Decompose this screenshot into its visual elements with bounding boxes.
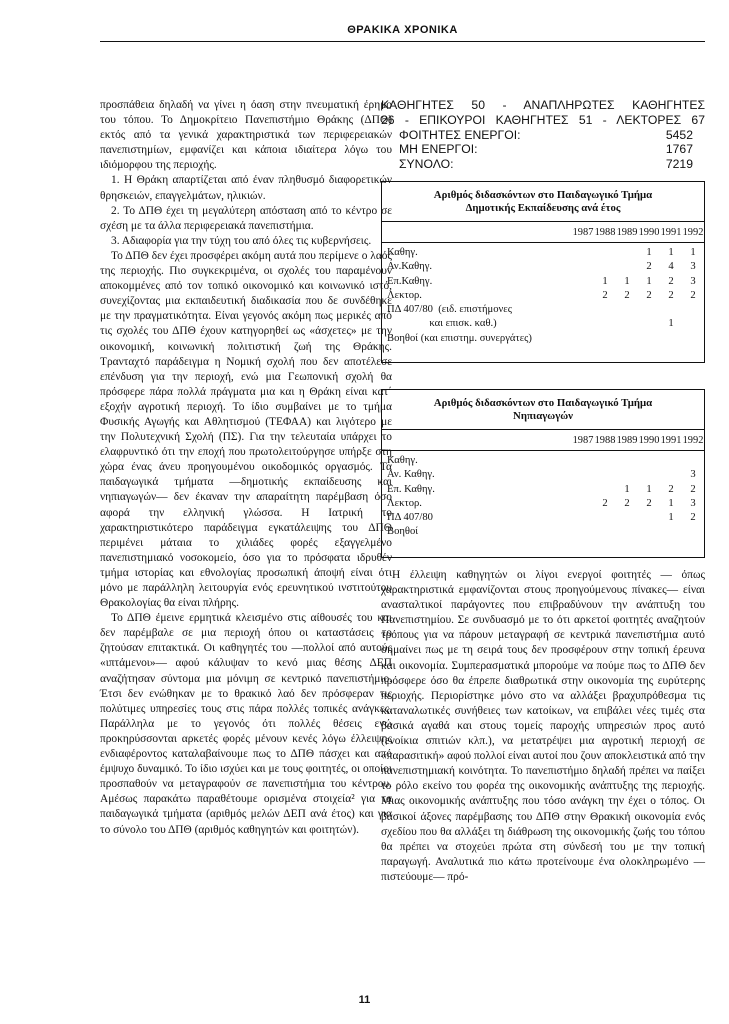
table-cell: 4 — [668, 261, 674, 273]
paragraph: προσπάθεια δηλαδή να γίνει η όαση στην πνευματική έρημο του τόπου. Το Δημοκρίτειο Πανεπιστήμιο Θράκης (ΔΠΘ) εκτός από τα γενικά χαρακτηριστικά των περιφερειακών πανεπιστημίων, εμφανίζει και κάποια ιδιαίτερα λόγω του ιδιόμορφου της περιοχής. — [100, 99, 392, 172]
table-cell — [616, 468, 638, 482]
table-cell — [660, 303, 682, 317]
row-label: Καθηγ. — [387, 247, 418, 258]
right-column — [381, 568, 705, 885]
table-row — [382, 317, 704, 331]
table-title-line-1: Αριθμός διδασκόντων στο Παιδαγωγικό Τμήμα — [433, 189, 653, 201]
table-cell — [660, 468, 682, 482]
count-value: 1767 — [665, 142, 693, 157]
faculty-line-1: ΚΑΘΗΓΗΤΕΣ 50 - ΑΝΑΠΛΗΡΩΤΕΣ ΚΑΘΗΓΗΤΕΣ — [381, 98, 705, 112]
table-title — [382, 390, 704, 430]
row-label: και επισκ. καθ.) — [387, 318, 497, 330]
table-cell — [660, 525, 682, 539]
table-cell: 1 — [624, 275, 630, 287]
table-cell — [594, 483, 616, 497]
table-cell — [572, 483, 594, 497]
table-cell — [572, 303, 594, 317]
table-year-header — [382, 430, 704, 451]
table-cell — [638, 454, 660, 468]
count-row — [381, 157, 705, 172]
table-cell: 2 — [602, 497, 608, 509]
table-cell: 3 — [690, 469, 696, 481]
table-cell: 1 — [668, 247, 674, 258]
row-label: Επ.Καθηγ. — [387, 275, 433, 287]
year-header-cell: 1989 — [616, 435, 638, 446]
table-cell — [572, 468, 594, 482]
table-cell — [594, 303, 616, 317]
row-label: ΠΔ 407/80 (ειδ. επιστήμονες — [387, 304, 512, 316]
table-cell — [638, 468, 660, 482]
table-cell: 2 — [646, 261, 652, 273]
table-cell — [594, 454, 616, 468]
year-header-cell: 1988 — [594, 435, 616, 446]
count-label: ΜΗ ΕΝΕΡΓΟΙ: — [399, 142, 478, 157]
table-cell: 2 — [690, 289, 696, 301]
table-cell — [682, 317, 704, 331]
table-cell — [616, 317, 638, 331]
row-label: Αν.Καθηγ. — [387, 261, 433, 273]
table-cell — [616, 332, 638, 346]
year-header-cell: 1987 — [572, 435, 594, 446]
year-header-cell: 1987 — [572, 227, 594, 238]
count-row — [381, 142, 705, 157]
row-label: Βοηθοί — [387, 526, 419, 538]
table-cell — [594, 525, 616, 539]
table-cell — [594, 260, 616, 274]
table-cell: 2 — [646, 289, 652, 301]
table-cell: 2 — [690, 483, 696, 495]
table-cell: 2 — [668, 483, 674, 495]
table-row — [382, 303, 704, 317]
table-cell — [660, 454, 682, 468]
table-cell — [594, 332, 616, 346]
table-cell: 2 — [690, 512, 696, 524]
paragraph: 1. Η Θράκη απαρτίζεται από έναν πληθυσμό διαφορετικών θρησκειών, επαγγελμάτων, ηλικιών. — [100, 174, 392, 202]
table-cell — [638, 525, 660, 539]
paragraph: 2. Το ΔΠΘ έχει τη μεγαλύτερη απόσταση από το κέντρο σε σχέση με τα άλλα περιφερειακά πανεπιστήμια. — [100, 204, 392, 232]
table-cell: 1 — [668, 497, 674, 509]
table-cell — [572, 525, 594, 539]
table-row — [382, 497, 704, 511]
table-cell: 1 — [668, 512, 674, 524]
table-title-line-2: Δημοτικής Εκπαίδευσης ανά έτος — [465, 202, 621, 214]
table-row — [382, 454, 704, 468]
table-cell — [660, 332, 682, 346]
row-label: ΠΔ 407/80 — [387, 512, 433, 524]
year-header-cell: 1991 — [660, 227, 682, 238]
table-row — [382, 511, 704, 525]
table-row — [382, 246, 704, 260]
table-cell: 2 — [668, 275, 674, 287]
table-cell: 2 — [646, 497, 652, 509]
table-row — [382, 332, 704, 346]
row-label: Λεκτορ. — [387, 497, 422, 509]
paragraph: Η έλλειψη καθηγητών οι λίγοι ενεργοί φοιτητές — όπως χαρακτηριστικά εμφανίζονται στους προηγούμενους πίνακες— είναι ανασταλτικοί παράγοντες που επιβραδύνουν την ανάπτυξη του Πανεπιστημίου. Σε συνδυασμό με το ότι αρκετοί φοιτητές αναζητούν τρόπους για να πάρουν μεταγραφή σε κεντρικά πανεπιστήμια αυτό σημαίνει πως με τη σειρά τους δεν προσφέρουν στην τοπική έρευνα και οικονομία. Συμπερασματικά μπορούμε να πούμε πως το ΔΠΘ δεν πρόσφερε όσο θα έπρεπε διαθρωτικά στην οικονομία της ευρύτερης περιοχής. Περιορίστηκε μόνο στο να αλλάξει βραχυπρόθεσμα τις καταναλωτικές συνήθειες των κατοίκων, να επιβάλει νέες τιμές στα βασικά αγαθά και στους τομείς παροχής υπηρεσιών προς αυτό (ενοίκια σπιτιών κλπ.), να μετατρέψει μια αγροτική περιοχή σε «παρασιτική» αφού πολλοί είναι αυτοί που ζουν αποκλειστικά από την πανεπιστημιακή κοινότητα. Το πανεπιστήμιο δηλαδή πρέπει να παίξει το ρόλο εκείνο του φορέα της οικονομικής ανάπτυξης της περιοχής. Μιας οικονομικής ανάπτυξης που τόσο ανάγκη την έχει ο τόπος. Οι βασικοί άξονες παρέμβασης του ΔΠΘ στην Θρακική οικονομία ενός σχεδίου που θα αλλάξει τη διάθρωση της οικονομικής ζωής του τόπου θα πρέπει να στοχεύει πρώτα στη σύνδεσή του με την τοπική παραγωγή. Αναλυτικά πιο κάτω προτείνουμε ένα ολοκληρωμένο —πιστεύουμε— πρό- — [381, 569, 705, 883]
year-header-cell: 1992 — [682, 227, 704, 238]
table-cell: 2 — [624, 497, 630, 509]
table-cell: 1 — [646, 483, 652, 495]
table-row — [382, 289, 704, 303]
row-label: Καθηγ. — [387, 455, 418, 466]
table-year-header — [382, 222, 704, 243]
row-label: Βοηθοί (και επιστημ. συνεργάτες) — [387, 332, 532, 344]
table-body — [382, 243, 704, 346]
table-cell — [594, 246, 616, 260]
year-header-cell: 1990 — [638, 227, 660, 238]
table-cell — [594, 317, 616, 331]
paragraph: Το ΔΠΘ δεν έχει προσφέρει ακόμη αυτά που περίμενε ο λαός της περιοχής. Πιο συγκεκριμένα, οι σχολές του παραμένουν αποκομμένες από τον τοπικό οικονομικό και κοινωνικό ιστό, συνεχίζοντας μια εκπαιδευτική διαδικασία που δε συνδέθηκε με την πραγματικότητα. Είναι γεγονός ακόμη πως μερικές από τις σχολές του ΔΠΘ έχουν κατηγορηθεί ως «άσχετες» με την οικονομική, κοινωνική πολιτιστική ζωή της Θράκης. Τρανταχτό παράδειγμα η Νομική σχολή που δεν αποτέλεσε επένδυση για την περιοχή, ενώ μια Γεωπονική σχολή θα πρόσφερε πάρα πολλά πράγματα μια και η Θράκη είναι κατ΄ εξοχήν αγροτική περιοχή. Το ίδιο συμβαίνει με το τμήμα Φυσικής Αγωγής και Αθλητισμού (ΤΕΦΑΑ) και λιγότερο με την Πολυτεχνική Σχολή (ΠΣ). Για την τελευταία υπάρχει το ελαφρυντικό ότι την εποχή που πρωτολειτούργησε υπήρξε στη χώρα ένας άνευ προηγουμένου οικοδομικός οργασμός. Τα παιδαγωγικά τμήματα —δημοτικής εκπαίδευσης και νηπιαγωγών— δεν έκαναν την απαραίτητη παρέμβαση όσο αφορά την ελληνική γλώσσα. Η Ιατρική το χαρακτηριστικότερο παράδειγμα εγκατάλειψης του ΔΠΘ περιμένει μάταια το χιλιάδες φορές εξαγγελμένο πανεπιστημιακό νοσοκομείο, όσο για το πρόσφατα ιδρυθέν τμήμα ιστορίας και εθνολογίας προσωπική άποψή είναι ότι μόνο με παράλληλη λειτουργία ενός ερευνητικού ινστιτούτου Θρακολογίας θα είναι πλήρης. — [100, 249, 392, 610]
table-cell: 1 — [602, 275, 608, 287]
table-cell — [616, 511, 638, 525]
table-cell — [638, 511, 660, 525]
table-cell — [572, 454, 594, 468]
table-cell: 1 — [668, 318, 674, 330]
table-row — [382, 483, 704, 497]
table-cell: 1 — [646, 247, 652, 258]
table-cell — [638, 303, 660, 317]
table-cell — [682, 525, 704, 539]
running-header: ΘΡΑΚΙΚΑ ΧΡΟΝΙΚΑ — [347, 24, 458, 36]
student-counts — [381, 128, 705, 172]
header-rule — [100, 41, 705, 42]
table-cell — [638, 332, 660, 346]
table-cell — [616, 260, 638, 274]
count-value: 5452 — [665, 127, 693, 142]
table-cell: 1 — [690, 247, 696, 258]
table-cell: 2 — [668, 289, 674, 301]
row-label: Επ. Καθηγ. — [387, 483, 435, 495]
table-row — [382, 260, 704, 274]
table-cell — [594, 511, 616, 525]
year-header-cell: 1990 — [638, 435, 660, 446]
table-cell — [616, 525, 638, 539]
row-label: Αν. Καθηγ. — [387, 469, 435, 481]
table-preschool-education — [381, 389, 705, 558]
year-header-cell: 1991 — [660, 435, 682, 446]
table-cell — [682, 454, 704, 468]
table-cell: 3 — [690, 497, 696, 509]
page-number: 11 — [358, 994, 371, 1006]
count-value: 7219 — [665, 157, 693, 172]
table-cell: 3 — [690, 261, 696, 273]
table-cell — [572, 511, 594, 525]
table-title-line-2: Νηπιαγωγών — [513, 410, 573, 422]
year-header-cell: 1988 — [594, 227, 616, 238]
table-cell — [594, 468, 616, 482]
year-header-cell: 1989 — [616, 227, 638, 238]
table-cell: 2 — [624, 289, 630, 301]
table-cell — [638, 317, 660, 331]
statistics-block — [381, 98, 705, 172]
table-row — [382, 525, 704, 539]
faculty-line-2: 26 - ΕΠΙΚΟΥΡΟΙ ΚΑΘΗΓΗΤΕΣ 51 - ΛΕΚΤΟΡΕΣ 67 — [381, 112, 705, 127]
table-cell: 3 — [690, 275, 696, 287]
table-body — [382, 451, 704, 540]
table-row — [382, 275, 704, 289]
table-cell — [616, 246, 638, 260]
count-label: ΣΥΝΟΛΟ: — [399, 157, 454, 172]
table-primary-education — [381, 181, 705, 363]
table-cell — [572, 332, 594, 346]
left-column — [100, 98, 392, 838]
count-row — [381, 128, 705, 143]
paragraph: 3. Αδιαφορία για την τύχη του από όλες τις κυβερνήσεις. — [111, 234, 372, 247]
table-cell — [572, 289, 594, 303]
table-cell — [682, 332, 704, 346]
table-cell: 1 — [624, 483, 630, 495]
table-cell: 2 — [602, 289, 608, 301]
table-cell — [572, 260, 594, 274]
table-title-line-1: Αριθμός διδασκόντων στο Παιδαγωγικό Τμήμα — [433, 397, 653, 409]
table-title — [382, 182, 704, 222]
row-label: Λεκτορ. — [387, 289, 422, 301]
table-cell — [572, 317, 594, 331]
table-cell — [572, 497, 594, 511]
table-cell: 1 — [646, 275, 652, 287]
year-header-cell: 1992 — [682, 435, 704, 446]
paragraph: Το ΔΠΘ έμεινε ερμητικά κλεισμένο στις αίθουσές του και δεν παρέμβαλε σε μια περιοχή όπου οι καταστάσεις το ζητούσαν επιτακτικά. Οι καθηγητές του —πολλοί από αυτούς «ιπτάμενοι»— αφού κάλυψαν το κενό μιας θέσης ΔΕΠ αναζήτησαν σύντομα μια μόνιμη σε κεντρικό πανεπιστήμιο. Έτσι δεν ενώθηκαν με το θρακικό λαό δεν πρόσφεραν τις πολύτιμες υπηρεσίες τους στις πάρα πολλές τοπικές ανάγκες. Παράλληλα με το γεγονός ότι πολλές θέσεις ενώ προκηρύσσονται αρκετές φορές μένουν κενές λόγω έλλειψης ενδιαφέροντος καταλαβαίνουμε πως το ΔΠΘ πάσχει και από έμψυχο δυναμικό. Το ίδιο ισχύει και με τους φοιτητές, οι οποίοι προσπαθούν να μεταγραφούν σε πανεπιστήμια του κέντρου. Αμέσως παρακάτω παραθέτουμε ορισμένα στοιχεία² για τα παιδαγωγικά τμήματα (αριθμός μελών ΔΕΠ ανά έτος) και για το σύνολο του ΔΠΘ (αριθμός καθηγητών και φοιτητών). — [100, 612, 392, 836]
table-cell — [616, 303, 638, 317]
table-cell — [682, 303, 704, 317]
table-cell — [616, 454, 638, 468]
table-cell — [572, 246, 594, 260]
table-row — [382, 468, 704, 482]
table-cell — [572, 275, 594, 289]
count-label: ΦΟΙΤΗΤΕΣ ΕΝΕΡΓΟΙ: — [399, 127, 521, 142]
